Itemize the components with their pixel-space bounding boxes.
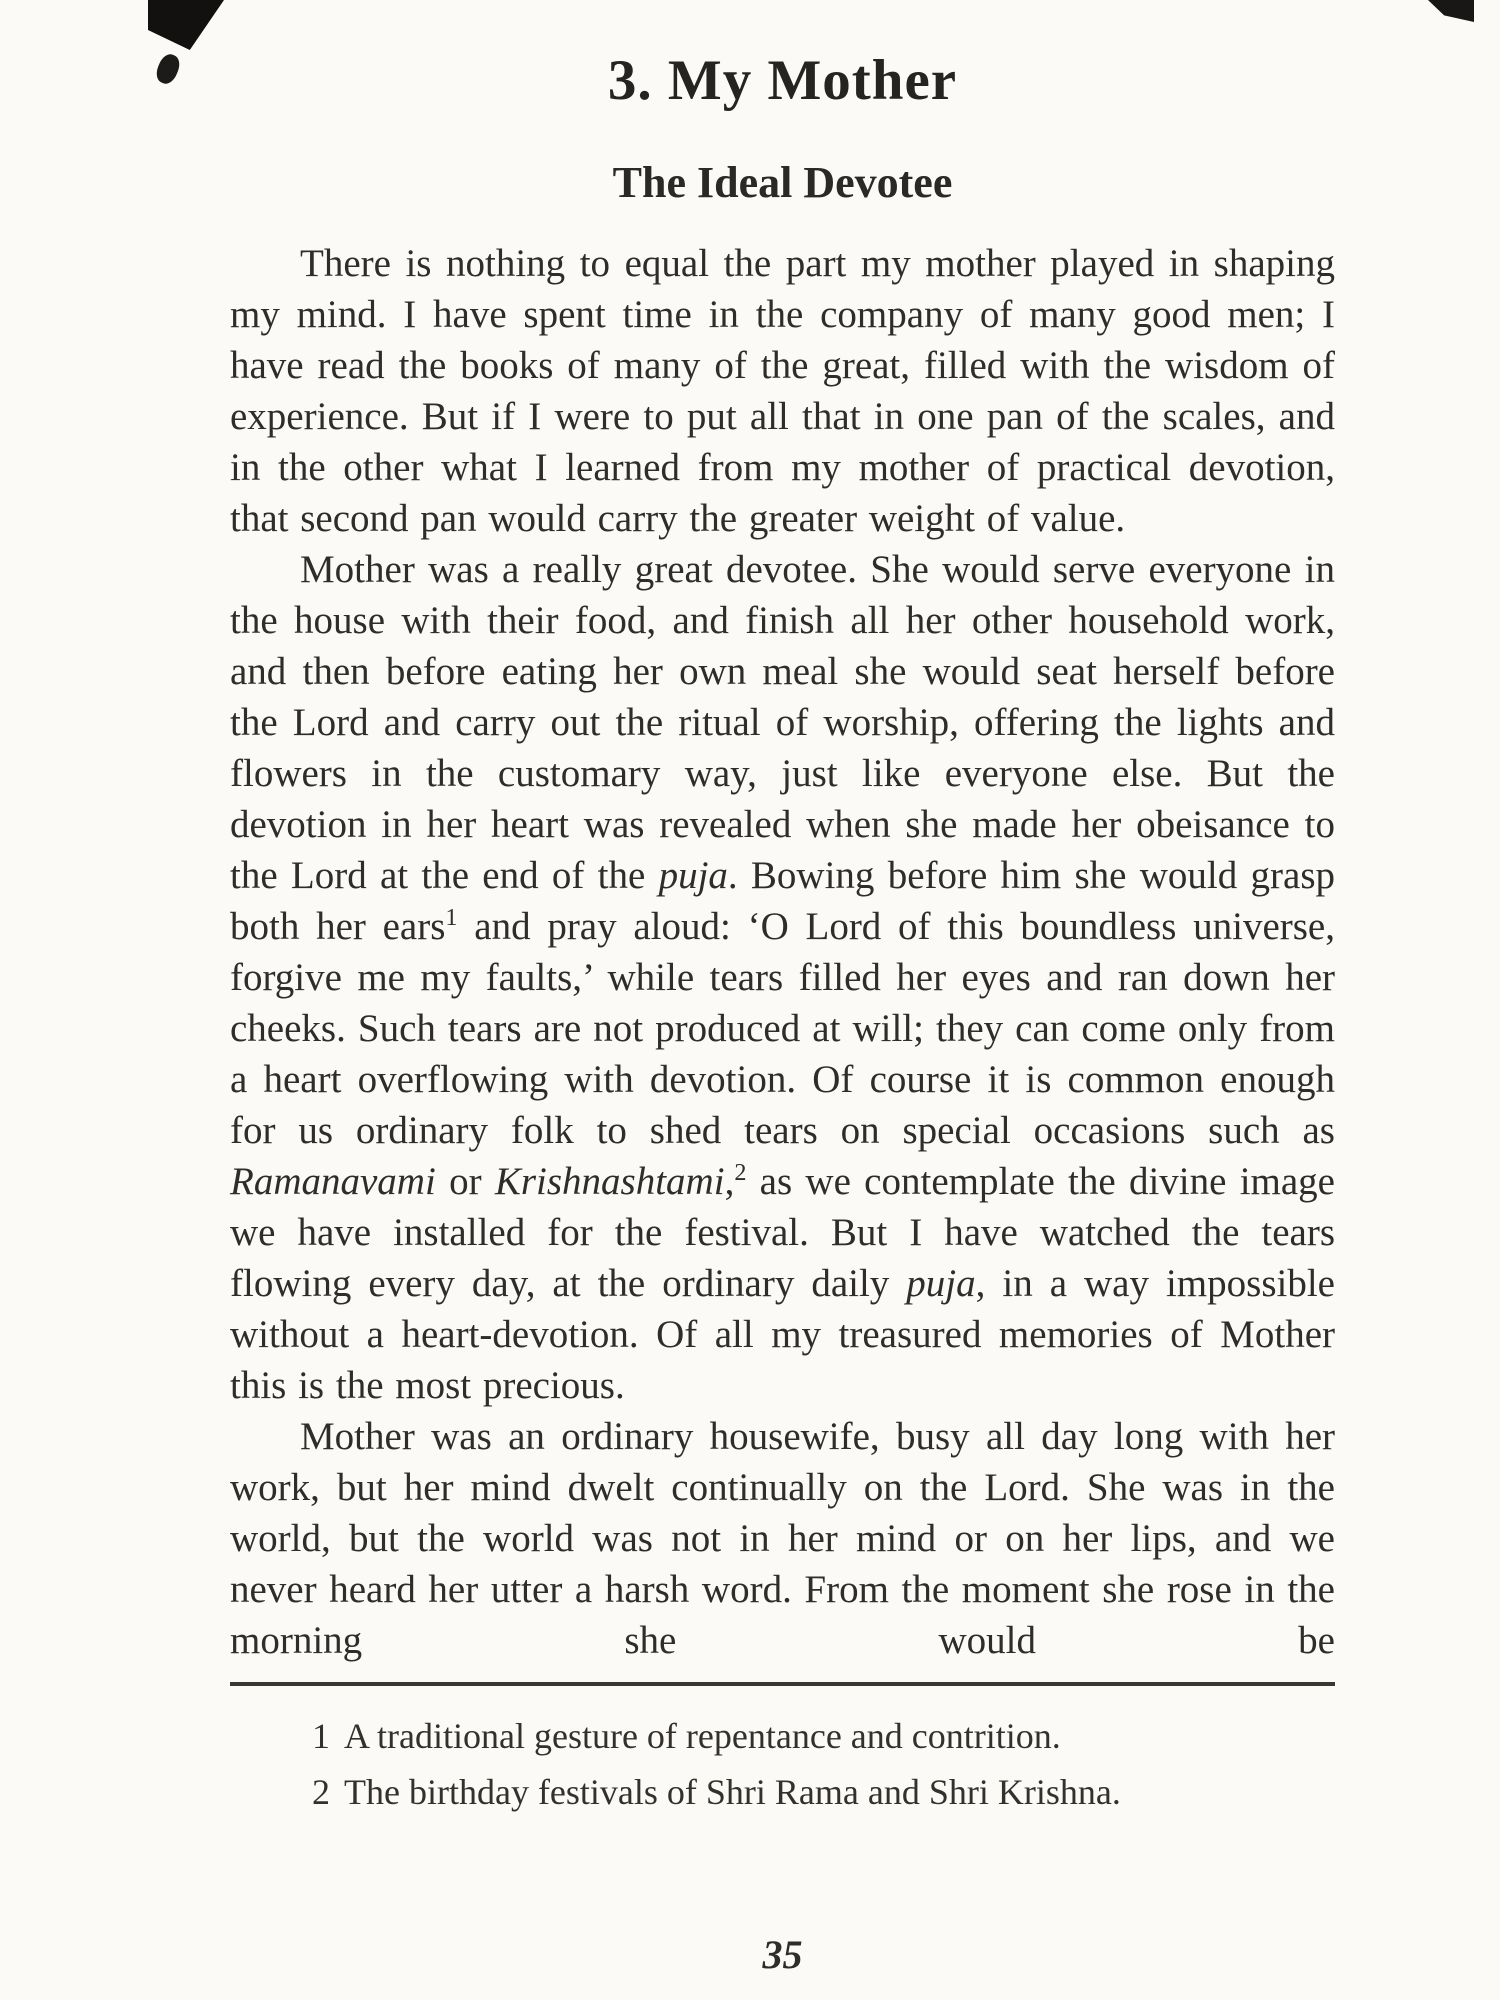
chapter-title: 3. My Mother xyxy=(607,49,958,112)
paragraph-1: There is nothing to equal the part my mother played in shaping my mind. I have spent time in the company of many good men; I have read the books of many of the great, filled with the wisdom of experience. But if I were to put all that in one pan of the scales, and in the other what I learned from my mother of practical devotion, that second pan would carry the greater weight of value. xyxy=(230,242,1335,540)
footnote-text: A traditional gesture of repentance and contrition. xyxy=(344,1716,1061,1756)
footnote-block xyxy=(230,1682,1335,1820)
paragraph-2: Mother was a really great devotee. She would serve everyone in the house with their food, and finish all her other household work, and then before eating her own meal she would seat herself before the Lord and carry out the ritual of worship, offering the lights and flowers in the customary way, just like everyone else. But the devotion in her heart was revealed when she made her obeisance to the Lord at the end of the puja. Bowing before him she would grasp both her ears$^1$ and pray aloud: ‘O Lord of this boundless universe, forgive me my faults,’ while tears filled her eyes and ran down her cheeks. Such tears are not produced at will; they can come only from a heart overflowing with devotion. Of course it is common enough for us ordinary folk to shed tears on special occasions such as Ramanavami or Krishnashtami,$^2$ as we contemplate the divine image we have installed for the festival. But I have watched the tears flowing every day, at the ordinary daily puja, in a way impossible without a heart-devotion. Of all my treasured memories of Mother this is the most precious. xyxy=(230,548,1335,1407)
text-column xyxy=(230,48,1335,1820)
scan-artifact xyxy=(153,51,183,86)
scan-artifact xyxy=(1428,0,1474,22)
section-heading: The Ideal Devotee xyxy=(612,158,953,207)
footnote xyxy=(230,1708,1335,1764)
paragraph-3: Mother was an ordinary housewife, busy all day long with her work, but her mind dwelt continually on the Lord. She was in the world, but the world was not in her mind or on her lips, and we never heard her utter a harsh word. From the moment she rose in the morning she would be xyxy=(230,1415,1335,1662)
scan-artifact xyxy=(148,0,224,50)
footnote xyxy=(230,1764,1335,1820)
footnote-number: 2 xyxy=(312,1772,330,1812)
page-number: 35 xyxy=(762,1932,803,1977)
body-text xyxy=(230,238,1335,1666)
footnote-number: 1 xyxy=(312,1716,330,1756)
footnote-text: The birthday festivals of Shri Rama and Shri Krishna. xyxy=(344,1772,1121,1812)
